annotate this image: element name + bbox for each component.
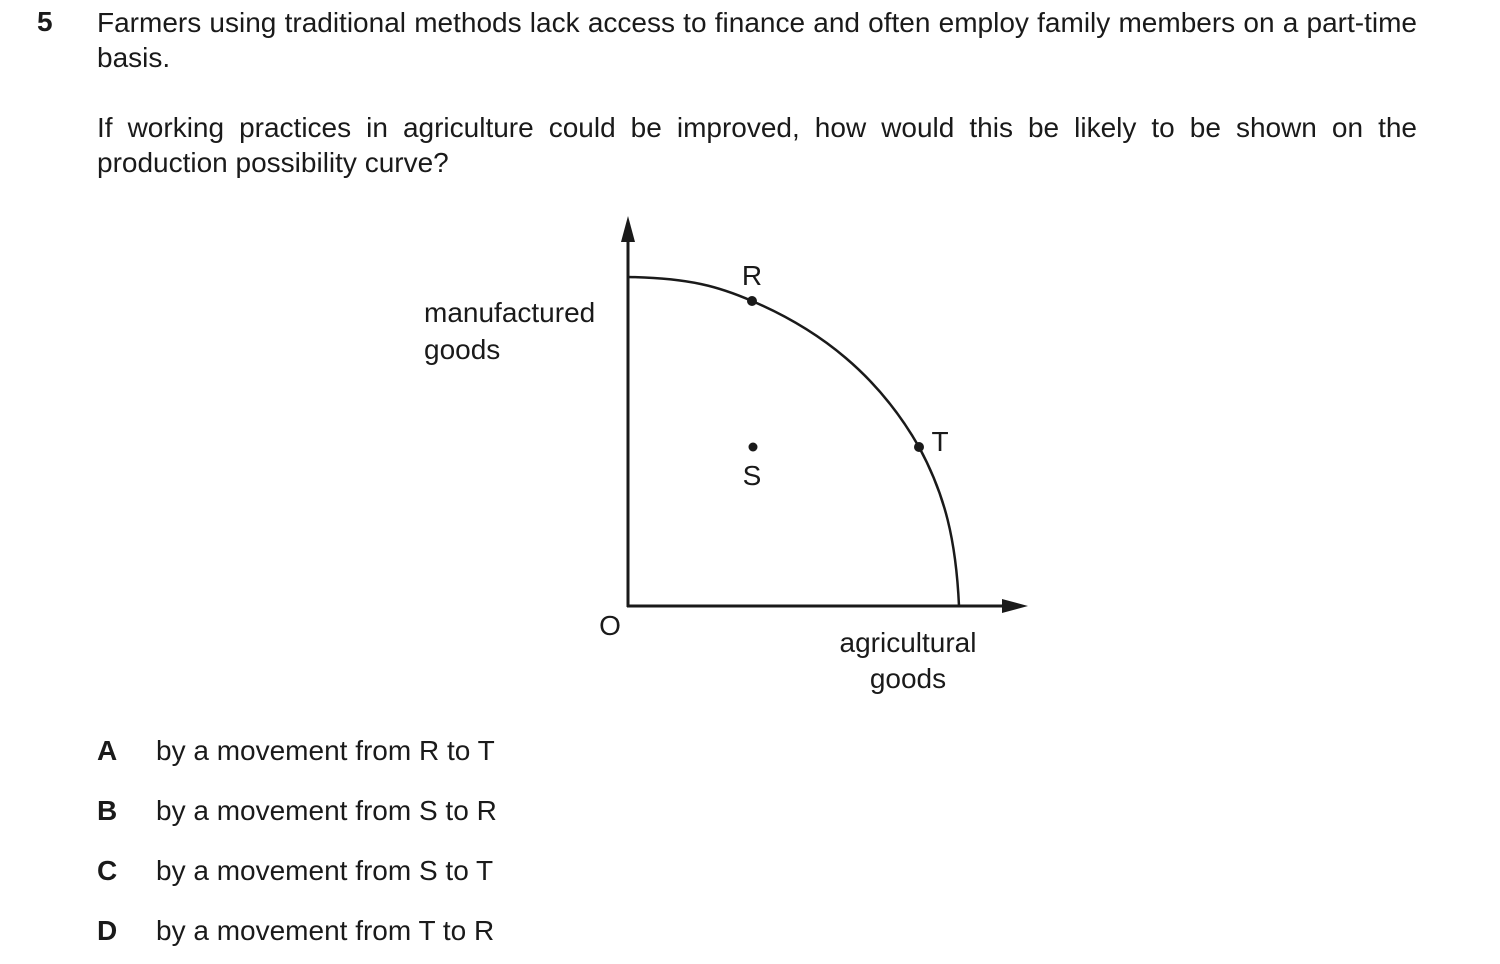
point-t-label: T [931, 426, 949, 457]
question-prompt: If working practices in agriculture could be improved, how would this be likely to be shown on the production possibility curve? [97, 112, 1417, 178]
question-number: 5 [37, 6, 53, 37]
option-letter: C [97, 855, 118, 886]
option-letter: D [97, 915, 118, 946]
option-letter: A [97, 735, 118, 766]
x-axis-label-line2: goods [869, 663, 947, 694]
y-axis-label-line2: goods [424, 334, 501, 365]
y-axis-arrowhead [621, 216, 635, 242]
point-s-label: S [742, 460, 762, 491]
option-text: by a movement from S to R [156, 795, 497, 826]
option-text: by a movement from T to R [156, 915, 495, 946]
question-stem: Farmers using traditional methods lack access to finance and often employ family members on a part-time basis. [97, 7, 1417, 73]
x-axis-label-line1: agricultural [839, 627, 977, 658]
point-s-marker [749, 443, 758, 452]
option-letter: B [97, 795, 118, 826]
point-r-marker [747, 296, 757, 306]
option-text: by a movement from S to T [156, 855, 494, 886]
point-t-marker [914, 442, 924, 452]
point-r-label: R [741, 260, 763, 291]
option-text: by a movement from R to T [156, 735, 495, 766]
y-axis-label-line1: manufactured [424, 297, 596, 328]
origin-label: O [599, 610, 621, 641]
x-axis-arrowhead [1002, 599, 1028, 613]
production-possibility-curve [628, 277, 959, 606]
